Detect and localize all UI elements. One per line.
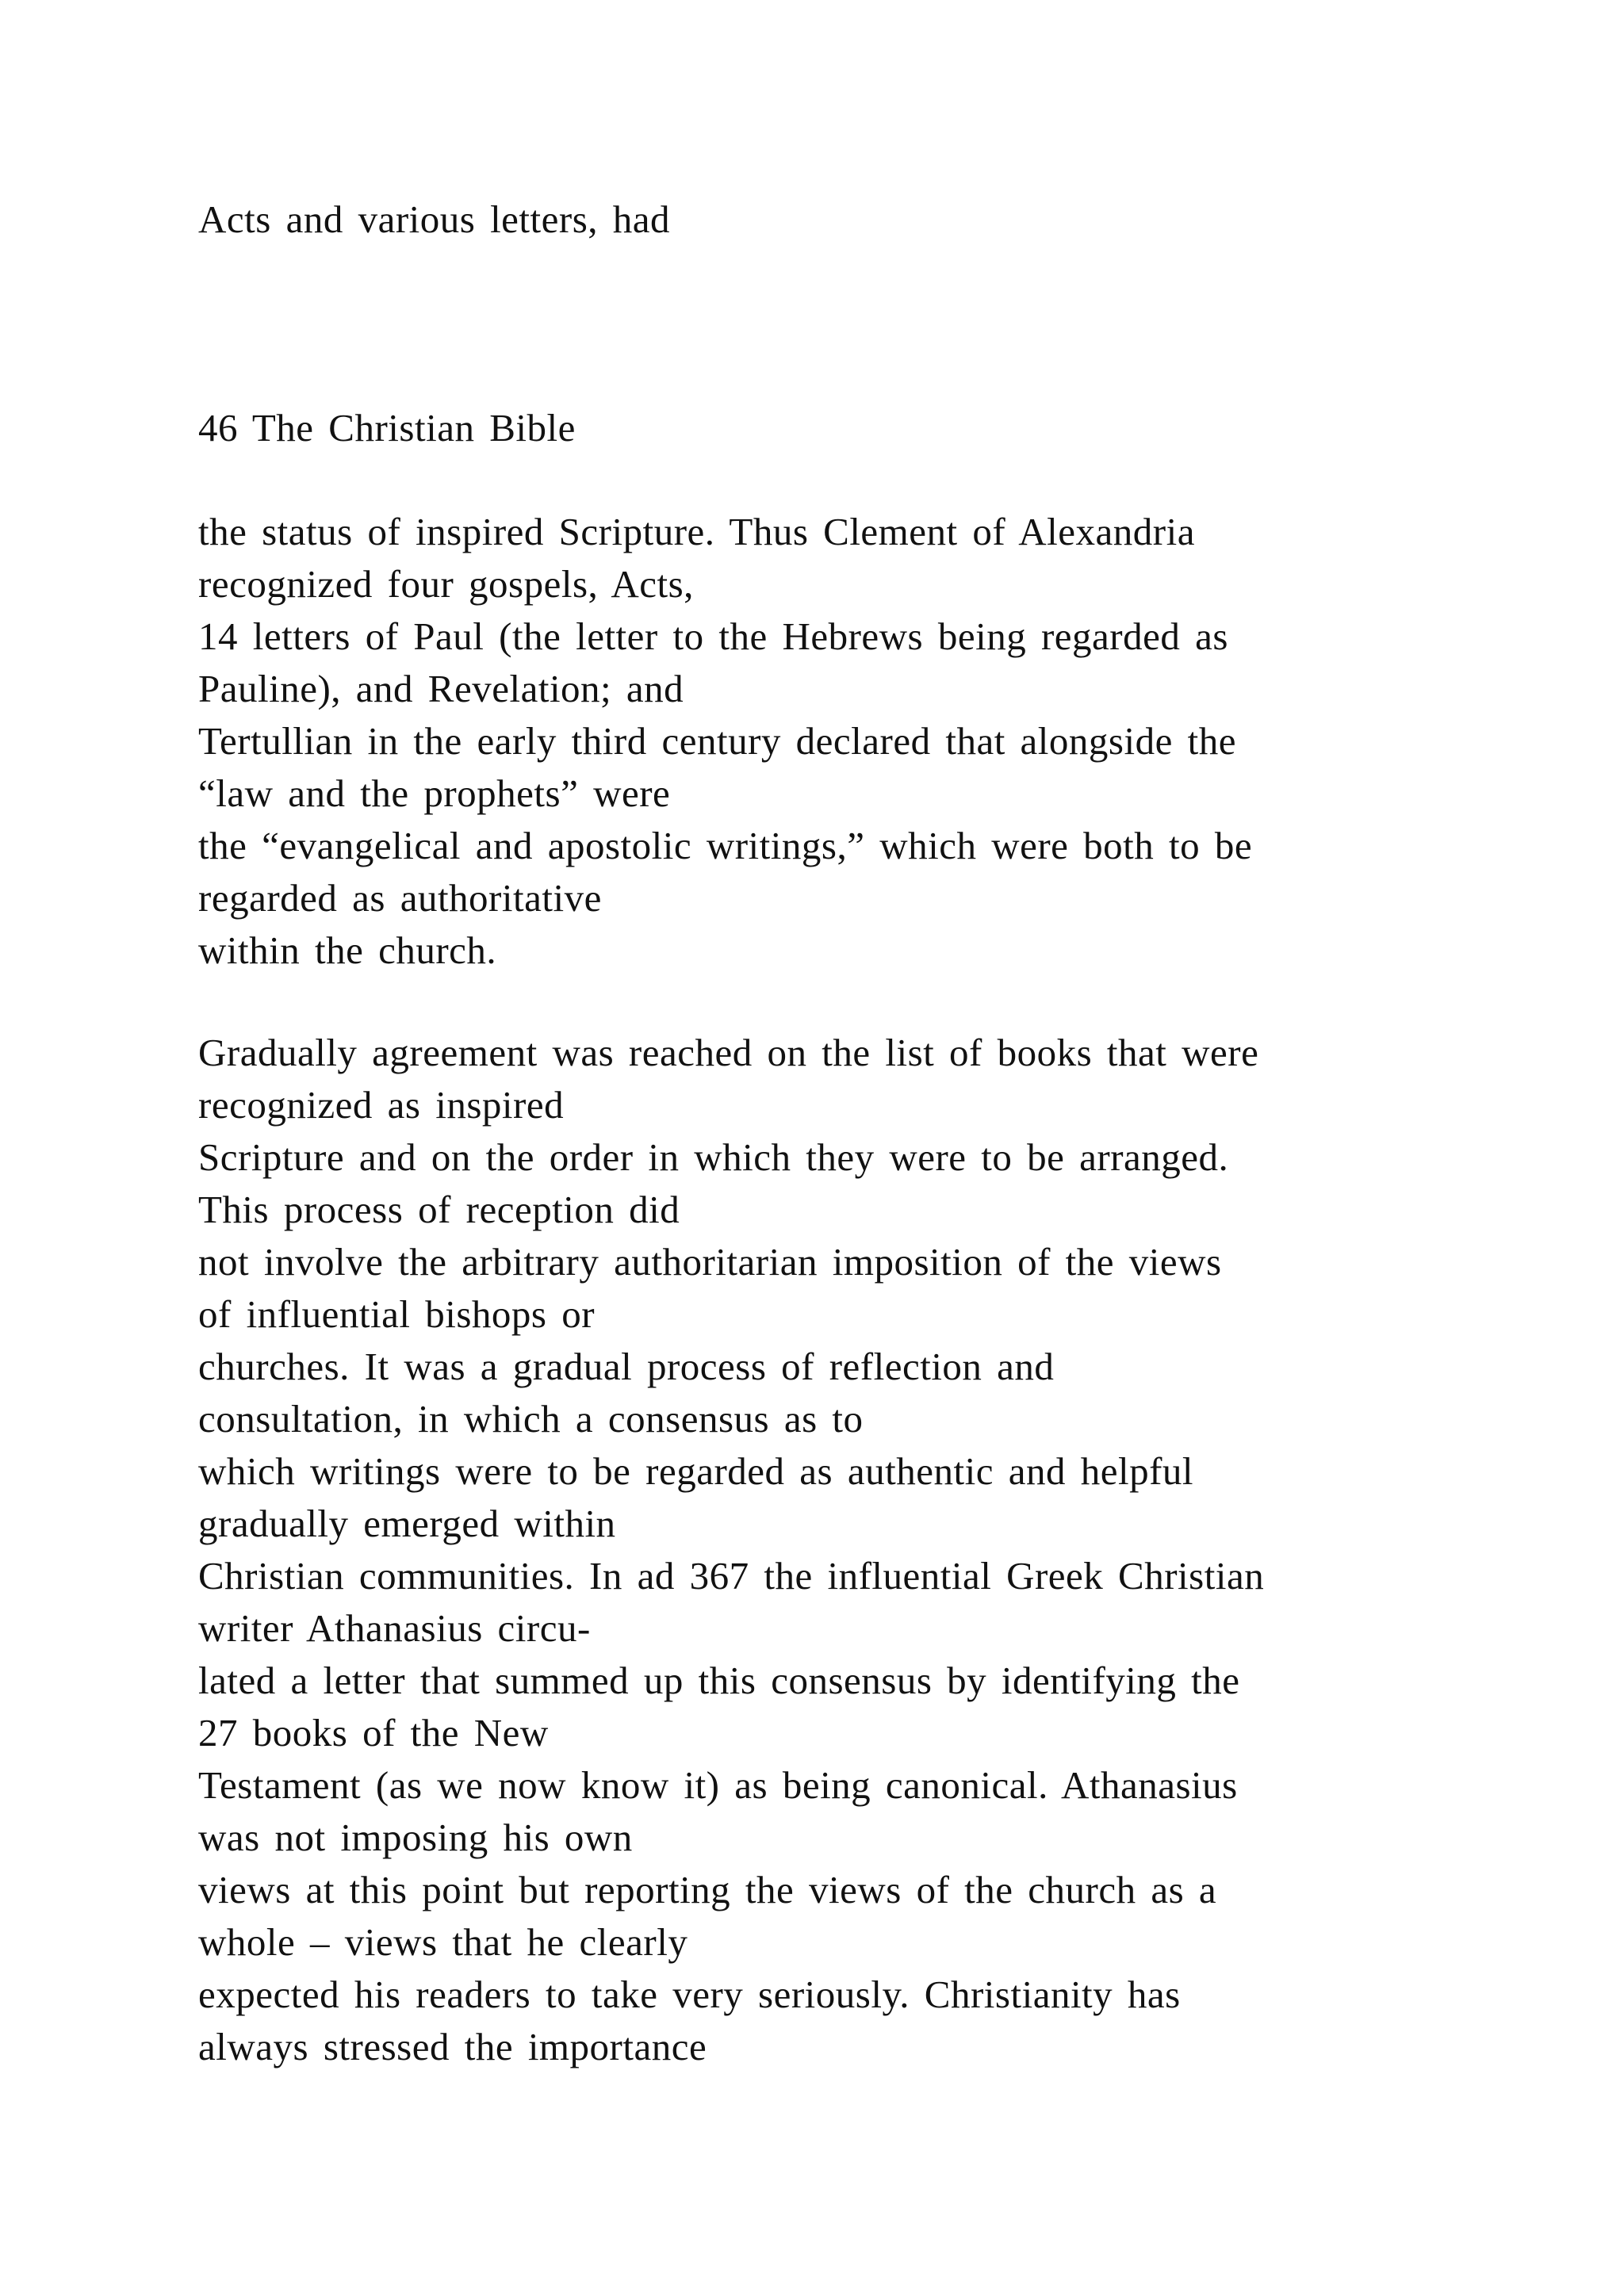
text-line: churches. It was a gradual process of reflection and xyxy=(198,1345,1055,1388)
text-line: regarded as authoritative xyxy=(198,876,602,920)
text-line: lated a letter that summed up this consensus by identifying the xyxy=(198,1659,1240,1702)
running-header xyxy=(198,402,1546,454)
text-line: Scripture and on the order in which they were to be arranged. xyxy=(198,1135,1229,1179)
text-line: Gradually agreement was reached on the list of books that were xyxy=(198,1031,1259,1074)
text-line: recognized four gospels, Acts, xyxy=(198,562,694,606)
text-line: 27 books of the New xyxy=(198,1711,549,1755)
text-line: writer Athanasius circu- xyxy=(198,1606,591,1650)
intro-text xyxy=(198,193,1546,246)
text-line: within the church. xyxy=(198,928,497,972)
text-line: Testament (as we now know it) as being canonical. Athanasius xyxy=(198,1763,1238,1807)
intro-line: Acts and various letters, had xyxy=(198,197,671,241)
text-line: views at this point but reporting the views of the church as a xyxy=(198,1868,1217,1911)
text-line: Tertullian in the early third century declared that alongside the xyxy=(198,719,1236,763)
text-line: 14 letters of Paul (the letter to the Hebrews being regarded as xyxy=(198,614,1228,658)
paragraph-1 xyxy=(198,506,1546,977)
text-line: consultation, in which a consensus as to xyxy=(198,1397,864,1441)
text-line: not involve the arbitrary authoritarian imposition of the views xyxy=(198,1240,1222,1284)
text-line: whole – views that he clearly xyxy=(198,1920,688,1964)
text-line: “law and the prophets” were xyxy=(198,771,671,815)
text-line: expected his readers to take very seriously. Christianity has xyxy=(198,1973,1181,2016)
text-line: recognized as inspired xyxy=(198,1083,565,1127)
text-line: was not imposing his own xyxy=(198,1816,633,1859)
text-line: gradually emerged within xyxy=(198,1502,616,1545)
running-header-text: 46 The Christian Bible xyxy=(198,406,576,450)
text-line: the status of inspired Scripture. Thus Clement of Alexandria xyxy=(198,510,1195,553)
text-line: which writings were to be regarded as authentic and helpful xyxy=(198,1449,1194,1493)
text-line: of influential bishops or xyxy=(198,1292,596,1336)
text-line: the “evangelical and apostolic writings,” which were both to be xyxy=(198,824,1253,867)
text-line: This process of reception did xyxy=(198,1188,680,1231)
text-line: Christian communities. In ad 367 the influential Greek Christian xyxy=(198,1554,1265,1598)
text-line: always stressed the importance xyxy=(198,2025,707,2068)
paragraph-2 xyxy=(198,1027,1546,2073)
text-line: Pauline), and Revelation; and xyxy=(198,667,684,710)
